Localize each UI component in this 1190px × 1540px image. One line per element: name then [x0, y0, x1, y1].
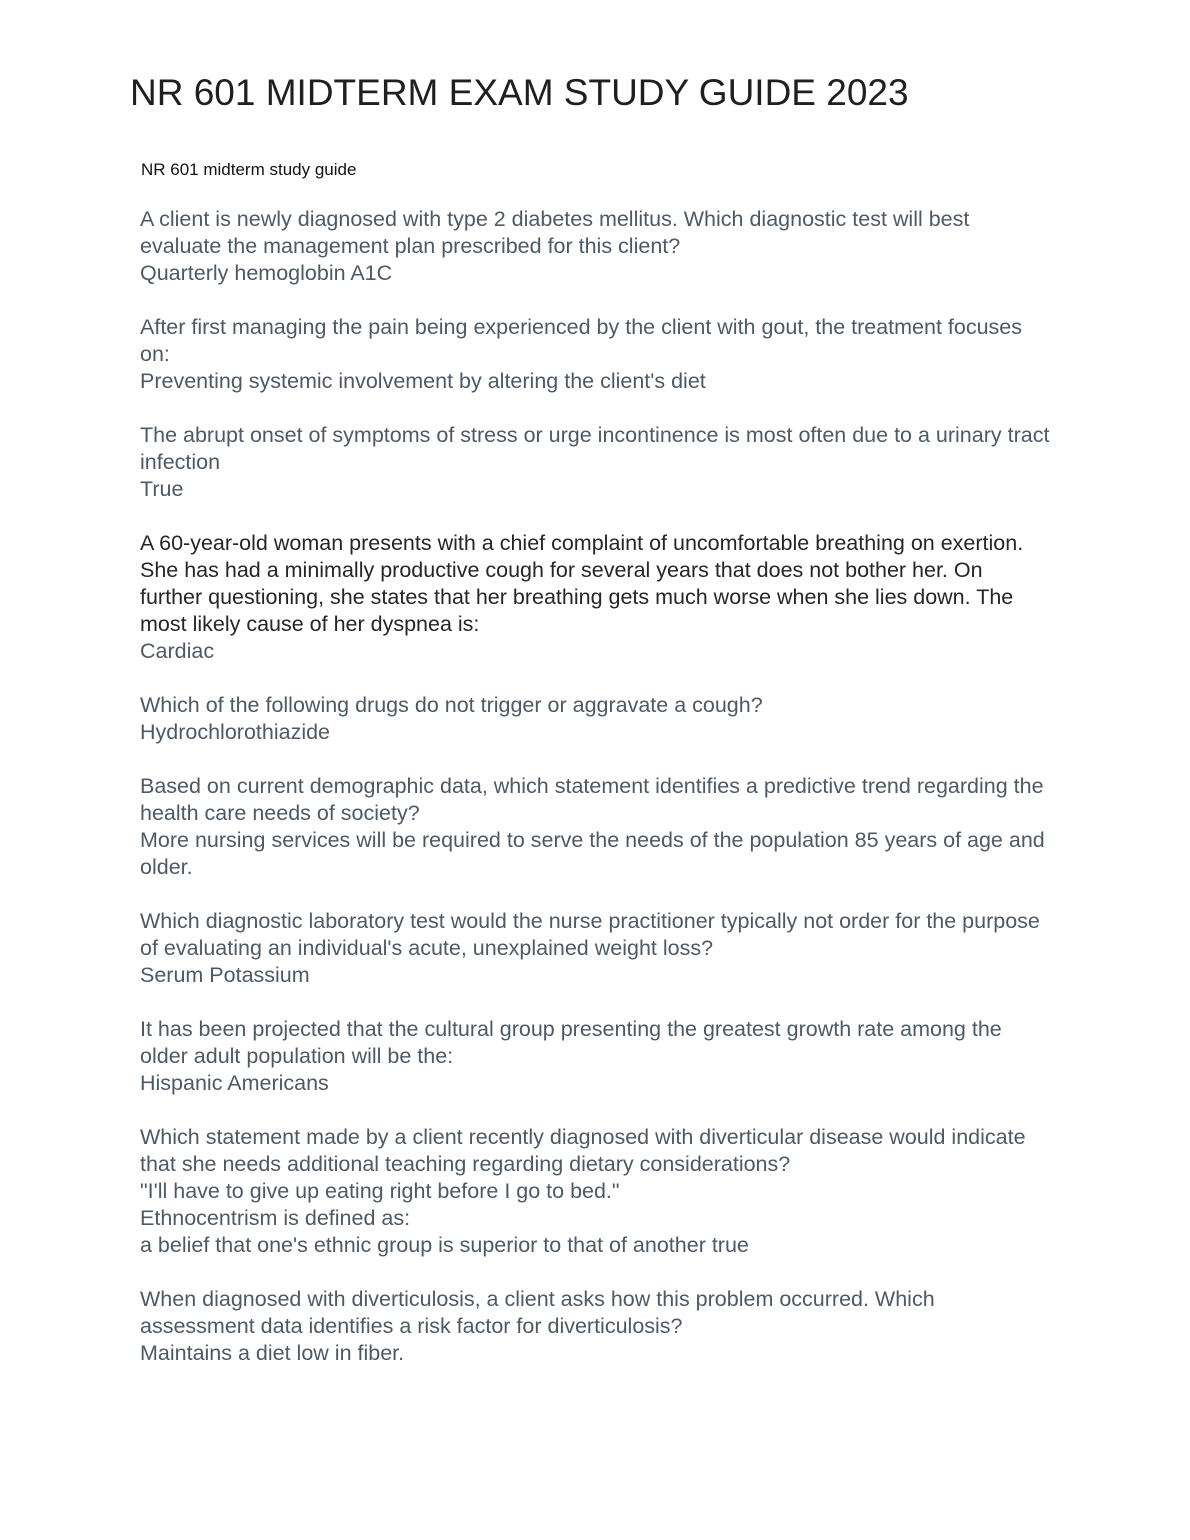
qa-item	[140, 314, 1050, 395]
qa-list	[140, 206, 1050, 1394]
answer-text: More nursing services will be required to serve the needs of the population 85 years of age and older.	[140, 828, 1045, 879]
answer-text: Serum Potassium	[140, 963, 310, 987]
qa-item	[140, 530, 1050, 665]
qa-item	[140, 1016, 1050, 1097]
qa-item	[140, 1124, 1050, 1259]
qa-item	[140, 422, 1050, 503]
answer-text: True	[140, 477, 184, 501]
qa-item	[140, 908, 1050, 989]
question-text: A client is newly diagnosed with type 2 diabetes mellitus. Which diagnostic test will best evaluate the management plan prescribed for this client?	[140, 207, 970, 258]
answer-text: Quarterly hemoglobin A1C	[140, 261, 393, 285]
answer-text: Hydrochlorothiazide	[140, 720, 331, 744]
answer-text: a belief that one's ethnic group is superior to that of another true	[140, 1233, 749, 1257]
question-text: Ethnocentrism is defined as:	[140, 1206, 411, 1230]
answer-text: Cardiac	[140, 639, 215, 663]
question-text: When diagnosed with diverticulosis, a client asks how this problem occurred. Which assessment data identifies a risk factor for diverticulosis?	[140, 1287, 935, 1338]
question-text: After first managing the pain being experienced by the client with gout, the treatment focuses on:	[140, 315, 1023, 366]
question-text: Which of the following drugs do not trigger or aggravate a cough?	[140, 693, 763, 717]
question-text: The abrupt onset of symptoms of stress or urge incontinence is most often due to a urinary tract infection	[140, 423, 1050, 474]
document-title: NR 601 MIDTERM EXAM STUDY GUIDE 2023	[130, 72, 909, 113]
question-text: It has been projected that the cultural group presenting the greatest growth rate among the older adult population will be the:	[140, 1017, 1002, 1068]
qa-item	[140, 773, 1050, 881]
answer-text: "I'll have to give up eating right before I go to bed."	[140, 1179, 620, 1203]
answer-text: Preventing systemic involvement by altering the client's diet	[140, 369, 706, 393]
qa-item	[140, 692, 1050, 746]
question-text: Which statement made by a client recently diagnosed with diverticular disease would indicate that she needs additional teaching regarding dietary considerations?	[140, 1125, 1026, 1176]
question-text: Which diagnostic laboratory test would the nurse practitioner typically not order for the purpose of evaluating an individual's acute, unexplained weight loss?	[140, 909, 1040, 960]
document-subtitle: NR 601 midterm study guide	[141, 160, 357, 179]
answer-text: Maintains a diet low in fiber.	[140, 1341, 405, 1365]
question-text: A 60-year-old woman presents with a chief complaint of uncomfortable breathing on exertion. She has had a minimally productive cough for several years that does not bother her. On further questioning, she states that her breathing gets much worse when she lies down. The most likely cause of her dyspnea is:	[140, 531, 1024, 636]
qa-item	[140, 206, 1050, 287]
question-text: Based on current demographic data, which statement identifies a predictive trend regarding the health care needs of society?	[140, 774, 1044, 825]
qa-item	[140, 1286, 1050, 1367]
answer-text: Hispanic Americans	[140, 1071, 329, 1095]
